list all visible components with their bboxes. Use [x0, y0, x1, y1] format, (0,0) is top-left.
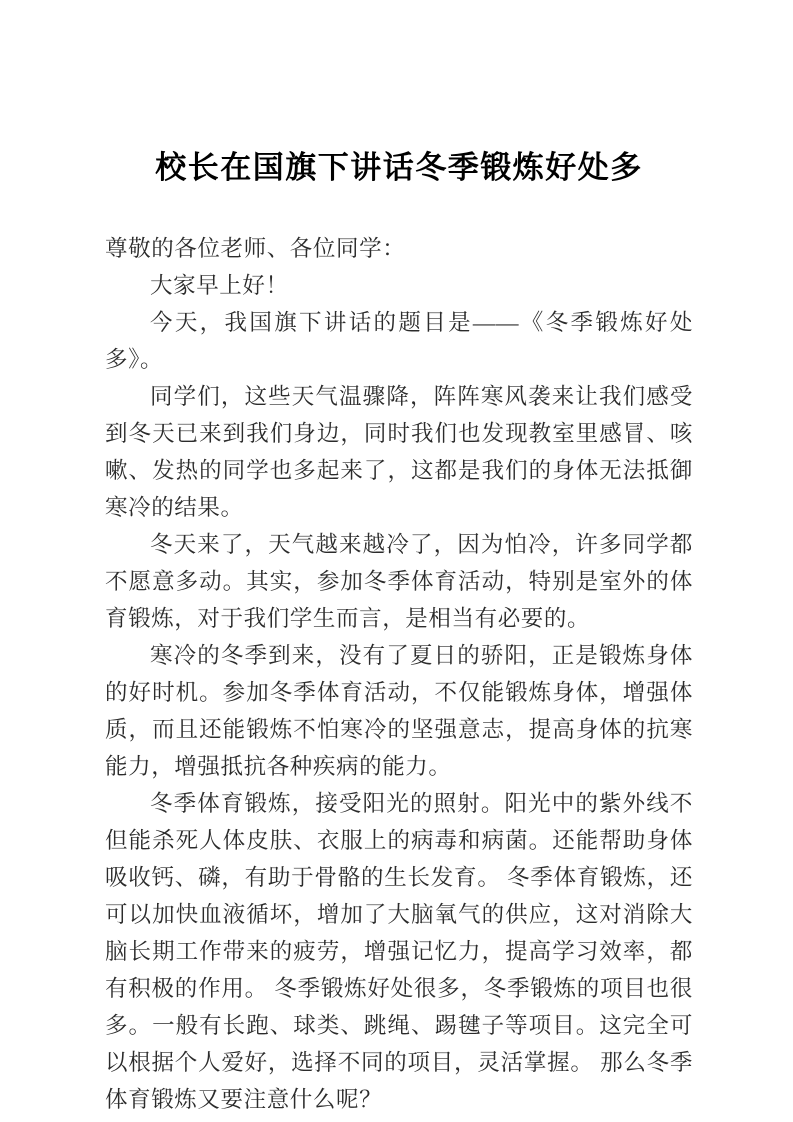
document-body — [105, 0, 693, 1118]
paragraph-winter-cold: 冬天来了，天气越来越冷了，因为怕冷，许多同学都不愿意多动。其实，参加冬季体育活动，特别是室外的体育锻炼，对于我们学生而言，是相当有必要的。 — [105, 532, 693, 631]
paragraph-exercise-benefits: 寒冷的冬季到来，没有了夏日的骄阳，正是锻炼身体的好时机。参加冬季体育活动，不仅能锻炼身体，增强体质，而且还能锻炼不怕寒冷的坚强意志，提高身体的抗寒能力，增强抵抗各种疾病的能力。 — [105, 643, 693, 779]
paragraph-sunlight-and-activities: 冬季体育锻炼，接受阳光的照射。阳光中的紫外线不但能杀死人体皮肤、衣服上的病毒和病菌。还能帮助身体吸收钙、磷，有助于骨骼的生长发育。 冬季体育锻炼，还可以加快血液循坏，增加了大脑氧气的供应，这对消除大脑长期工作带来的疲劳，增强记忆力，提高学习效率，都有积极的作用。 冬季锻炼好处很多，冬季锻炼的项目也很多。一般有长跑、球类、跳绳、踢毽子等项目。这完全可以根据个人爱好，选择不同的项目，灵活掌握。 那么冬季体育锻炼又要注意什么呢？ — [105, 791, 693, 1112]
paragraph-topic: 今天，我国旗下讲话的题目是——《冬季锻炼好处多》。 — [105, 310, 693, 372]
paragraph-container — [105, 230, 693, 1118]
paragraph-weather: 同学们，这些天气温骤降，阵阵寒风袭来让我们感受到冬天已来到我们身边，同时我们也发现教室里感冒、咳嗽、发热的同学也多起来了，这都是我们的身体无法抵御寒冷的结果。 — [105, 384, 693, 520]
paragraph-greeting: 大家早上好！ — [150, 273, 289, 298]
paragraph-salutation: 尊敬的各位老师、各位同学： — [105, 236, 406, 261]
page-title: 校长在国旗下讲话冬季锻炼好处多 — [155, 150, 643, 185]
